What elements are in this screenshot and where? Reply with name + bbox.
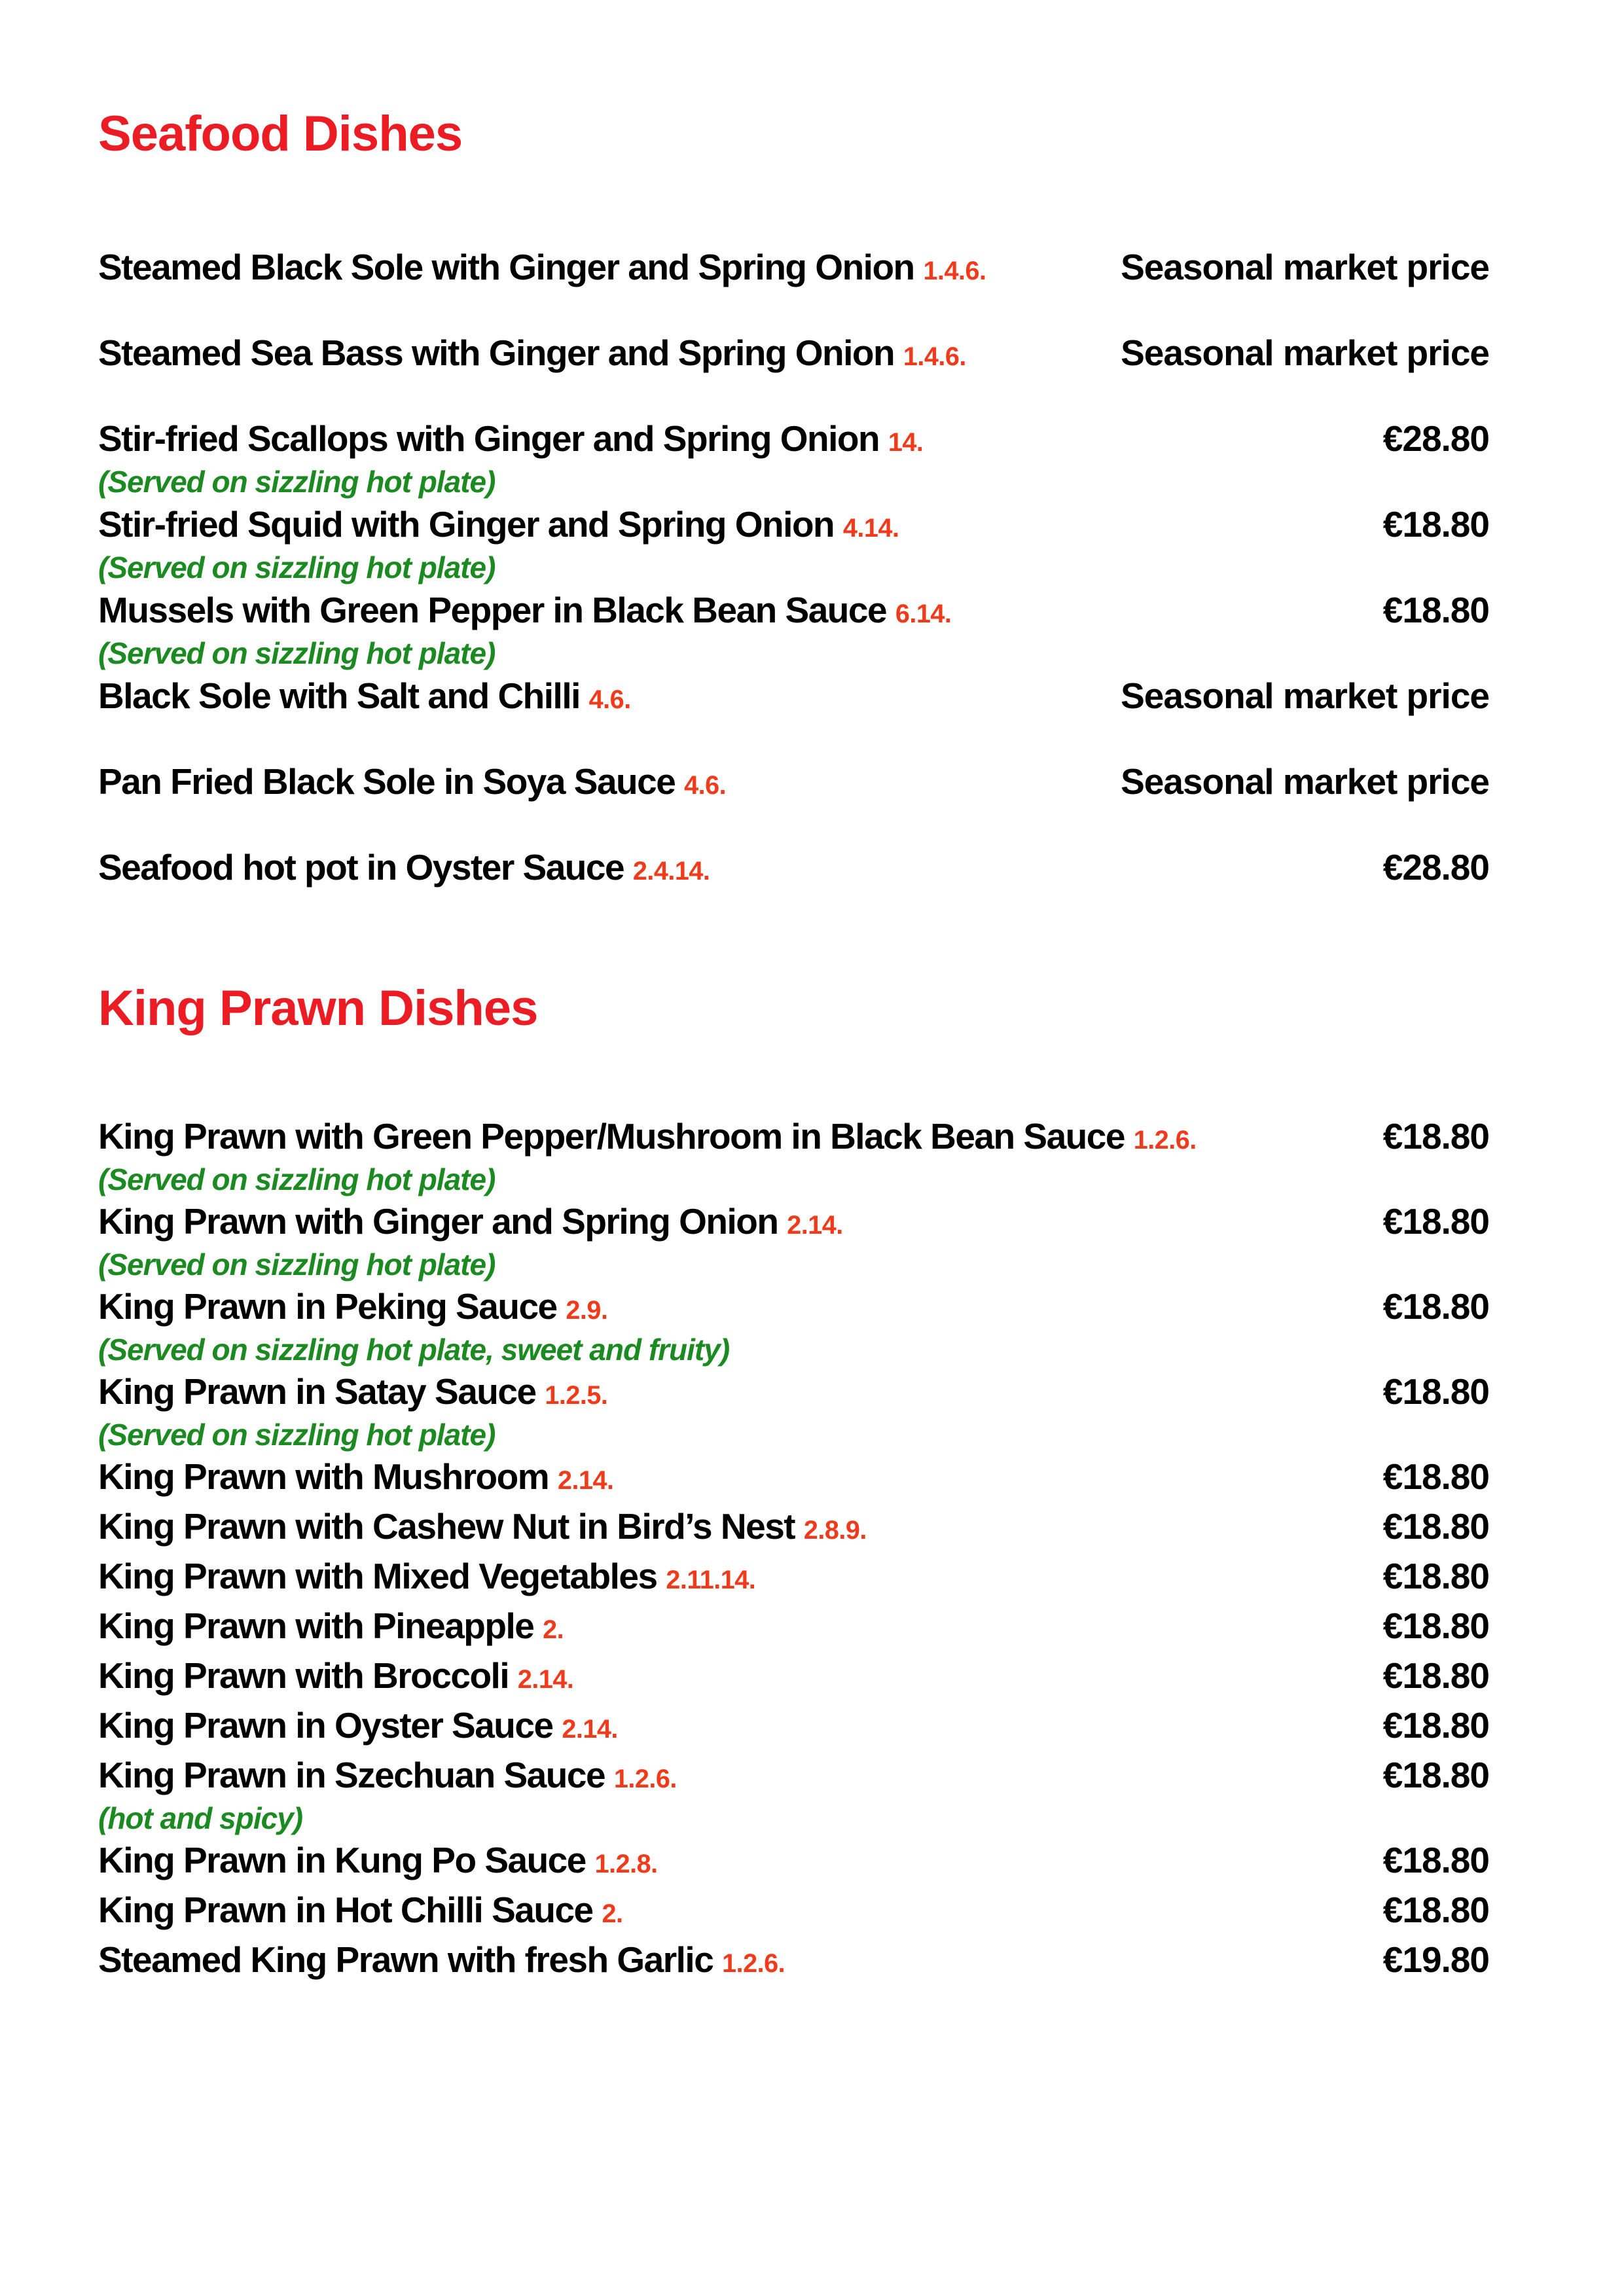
- menu-item: [98, 1198, 1489, 1283]
- dish-name: [98, 1837, 658, 1887]
- menu-item: [98, 587, 1489, 673]
- dish-name: [98, 244, 986, 294]
- menu-item-row: [98, 1198, 1489, 1248]
- dish-name: [98, 416, 923, 465]
- allergen-codes: 6.14.: [895, 600, 952, 628]
- dish-name-text: Steamed King Prawn with fresh Garlic: [98, 1939, 713, 1980]
- dish-name-text: Black Sole with Salt and Chilli: [98, 675, 580, 716]
- serving-note: (Served on sizzling hot plate): [98, 1162, 496, 1196]
- dish-name-text: King Prawn in Szechuan Sauce: [98, 1755, 605, 1795]
- menu-item: [98, 1369, 1489, 1454]
- price: €18.80: [1382, 1286, 1489, 1327]
- dish-name: [98, 501, 899, 551]
- dish-name-text: King Prawn with Mixed Vegetables: [98, 1556, 657, 1596]
- price: Seasonal market price: [1121, 332, 1489, 373]
- serving-note: (Served on sizzling hot plate): [98, 550, 496, 584]
- menu-item-row: [98, 330, 1489, 380]
- dish-name-text: King Prawn in Oyster Sauce: [98, 1705, 553, 1746]
- dish-name: [98, 1198, 843, 1248]
- allergen-codes: 2.: [602, 1899, 623, 1928]
- dish-name-text: King Prawn in Hot Chilli Sauce: [98, 1890, 593, 1930]
- menu-item-row: [98, 1837, 1489, 1887]
- price: €18.80: [1382, 504, 1489, 545]
- menu-item: [98, 1454, 1489, 1503]
- price: €18.80: [1382, 1201, 1489, 1242]
- menu-item-row: [98, 1369, 1489, 1418]
- menu-item: [98, 1937, 1489, 1986]
- dish-name: [98, 1283, 607, 1333]
- allergen-codes: 1.2.6.: [722, 1949, 785, 1978]
- price: €18.80: [1382, 1116, 1489, 1157]
- dish-name: [98, 1503, 867, 1553]
- dish-name-text: King Prawn with Broccoli: [98, 1655, 509, 1696]
- dish-name-text: King Prawn in Kung Po Sauce: [98, 1840, 586, 1880]
- price: €18.80: [1382, 1556, 1489, 1596]
- dish-name: [98, 1603, 564, 1653]
- dish-name-text: Stir-fried Scallops with Ginger and Spring Onion: [98, 418, 880, 459]
- dish-name-text: King Prawn with Pineapple: [98, 1605, 534, 1646]
- dish-name-text: Seafood hot pot in Oyster Sauce: [98, 847, 624, 888]
- dish-name: [98, 330, 966, 380]
- dish-name-text: King Prawn with Green Pepper/Mushroom in Black Bean Sauce: [98, 1116, 1125, 1157]
- dish-name: [98, 1702, 618, 1752]
- dish-name-text: Steamed Black Sole with Ginger and Spring Onion: [98, 247, 914, 287]
- dish-name: [98, 1887, 623, 1937]
- allergen-codes: 2.14.: [562, 1715, 618, 1744]
- dish-name: [98, 587, 951, 637]
- menu-item: [98, 1653, 1489, 1702]
- dish-name-text: King Prawn with Mushroom: [98, 1456, 549, 1497]
- menu-item-row: [98, 1937, 1489, 1986]
- menu-item-row: [98, 759, 1489, 808]
- price: €18.80: [1382, 1371, 1489, 1412]
- price: €18.80: [1382, 1605, 1489, 1646]
- menu-item-row: [98, 587, 1489, 637]
- dish-name-text: King Prawn with Ginger and Spring Onion: [98, 1201, 778, 1242]
- allergen-codes: 1.2.6.: [1133, 1126, 1197, 1155]
- allergen-codes: 2.14.: [787, 1211, 843, 1240]
- menu-section: [98, 982, 1489, 1986]
- menu-item: [98, 1837, 1489, 1887]
- dish-name-text: Stir-fried Squid with Ginger and Spring Onion: [98, 504, 835, 545]
- menu-item: [98, 416, 1489, 501]
- menu-item-row: [98, 844, 1489, 894]
- allergen-codes: 4.6.: [588, 685, 631, 714]
- price: €28.80: [1382, 847, 1489, 888]
- dish-name-text: King Prawn in Peking Sauce: [98, 1286, 557, 1327]
- allergen-codes: 1.2.8.: [594, 1850, 658, 1878]
- menu-item-row: [98, 1454, 1489, 1503]
- dish-name: [98, 1553, 755, 1603]
- price: Seasonal market price: [1121, 761, 1489, 802]
- dish-name: [98, 1752, 677, 1802]
- menu-item-row: [98, 1887, 1489, 1937]
- serving-note: (hot and spicy): [98, 1801, 303, 1835]
- menu-item-row: [98, 1702, 1489, 1752]
- menu-item: [98, 759, 1489, 844]
- allergen-codes: 1.2.5.: [545, 1381, 608, 1410]
- menu-item: [98, 501, 1489, 587]
- menu-item-row: [98, 1603, 1489, 1653]
- menu-item-row: [98, 673, 1489, 723]
- price: Seasonal market price: [1121, 247, 1489, 287]
- menu-item-row: [98, 1553, 1489, 1603]
- price: €18.80: [1382, 1655, 1489, 1696]
- menu-item: [98, 844, 1489, 930]
- dish-name: [98, 1937, 785, 1986]
- section-title: Seafood Dishes: [98, 106, 463, 162]
- dish-name: [98, 1653, 573, 1702]
- price: €28.80: [1382, 418, 1489, 459]
- dish-name: [98, 1454, 613, 1503]
- allergen-codes: 2.9.: [566, 1296, 608, 1325]
- section-items: [98, 1113, 1489, 1986]
- menu-item: [98, 1283, 1489, 1369]
- price: €18.80: [1382, 1705, 1489, 1746]
- menu-item-row: [98, 1752, 1489, 1802]
- menu-section: [98, 108, 1489, 930]
- allergen-codes: 1.4.6.: [923, 257, 986, 285]
- menu-item: [98, 1503, 1489, 1553]
- section-items: [98, 244, 1489, 930]
- dish-name-text: Pan Fried Black Sole in Soya Sauce: [98, 761, 676, 802]
- serving-note: (Served on sizzling hot plate): [98, 465, 496, 499]
- dish-name: [98, 1369, 607, 1418]
- menu-item-row: [98, 416, 1489, 465]
- menu-item: [98, 1752, 1489, 1837]
- menu-item-row: [98, 1653, 1489, 1702]
- dish-name-text: Steamed Sea Bass with Ginger and Spring Onion: [98, 332, 895, 373]
- dish-name: [98, 673, 631, 723]
- menu-item: [98, 1113, 1489, 1198]
- dish-name: [98, 844, 710, 894]
- allergen-codes: 4.6.: [684, 771, 727, 800]
- section-title: King Prawn Dishes: [98, 980, 538, 1036]
- menu-item-row: [98, 1113, 1489, 1163]
- menu-item: [98, 1553, 1489, 1603]
- price: €18.80: [1382, 1506, 1489, 1547]
- menu-item-row: [98, 501, 1489, 551]
- price: €18.80: [1382, 1755, 1489, 1795]
- allergen-codes: 2.14.: [517, 1665, 574, 1694]
- allergen-codes: 2.: [543, 1615, 564, 1644]
- serving-note: (Served on sizzling hot plate): [98, 1247, 496, 1282]
- allergen-codes: 2.8.9.: [803, 1516, 867, 1545]
- dish-name-text: Mussels with Green Pepper in Black Bean Sauce: [98, 590, 887, 630]
- menu-item: [98, 1702, 1489, 1752]
- serving-note: (Served on sizzling hot plate, sweet and fruity): [98, 1333, 730, 1367]
- serving-note: (Served on sizzling hot plate): [98, 636, 496, 670]
- price: Seasonal market price: [1121, 675, 1489, 716]
- allergen-codes: 1.4.6.: [903, 342, 966, 371]
- price: €18.80: [1382, 1456, 1489, 1497]
- price: €18.80: [1382, 1840, 1489, 1880]
- menu-item: [98, 244, 1489, 330]
- allergen-codes: 4.14.: [842, 514, 899, 543]
- allergen-codes: 1.2.6.: [613, 1765, 677, 1793]
- menu-item-row: [98, 1503, 1489, 1553]
- price: €18.80: [1382, 590, 1489, 630]
- dish-name-text: King Prawn with Cashew Nut in Bird’s Nest: [98, 1506, 795, 1547]
- allergen-codes: 14.: [888, 428, 924, 457]
- menu-item-row: [98, 1283, 1489, 1333]
- price: €18.80: [1382, 1890, 1489, 1930]
- menu-item-row: [98, 244, 1489, 294]
- allergen-codes: 2.4.14.: [632, 857, 710, 886]
- menu-item: [98, 330, 1489, 416]
- menu-item: [98, 1887, 1489, 1937]
- dish-name-text: King Prawn in Satay Sauce: [98, 1371, 536, 1412]
- dish-name: [98, 759, 726, 808]
- price: €19.80: [1382, 1939, 1489, 1980]
- serving-note: (Served on sizzling hot plate): [98, 1418, 496, 1452]
- menu-item: [98, 673, 1489, 759]
- dish-name: [98, 1113, 1197, 1163]
- allergen-codes: 2.11.14.: [666, 1566, 756, 1594]
- allergen-codes: 2.14.: [557, 1466, 614, 1495]
- menu-item: [98, 1603, 1489, 1653]
